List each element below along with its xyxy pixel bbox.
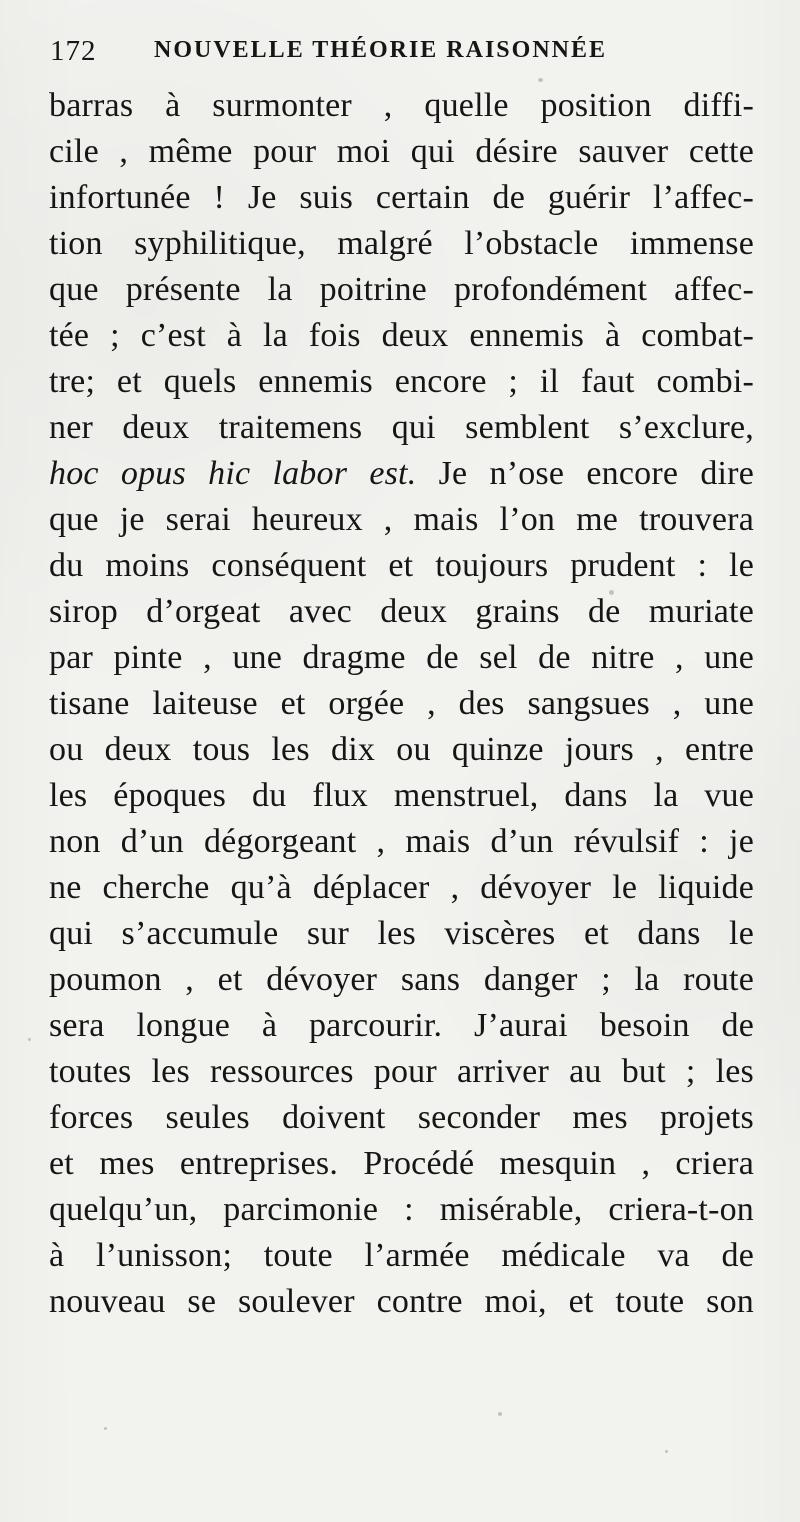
latin-phrase: hoc opus hic labor est. bbox=[49, 455, 417, 492]
paper-speck bbox=[498, 1412, 502, 1416]
text-line-20: poumon , et dévoyer sans danger ; la route bbox=[49, 961, 754, 998]
paper-speck bbox=[609, 590, 614, 595]
line-9-continuation: Je n’ose encore dire bbox=[416, 455, 754, 492]
text-line-25: quelqu’un, parcimonie : misérable, criera-t-on bbox=[49, 1191, 754, 1228]
text-line-7: tre; et quels ennemis encore ; il faut combi- bbox=[49, 363, 754, 400]
text-line-3: infortunée ! Je suis certain de guérir l’affec- bbox=[49, 179, 754, 216]
page-header bbox=[50, 35, 750, 77]
text-line-8: ner deux traitemens qui semblent s’exclure, bbox=[49, 409, 754, 446]
text-line-15: ou deux tous les dix ou quinze jours , entre bbox=[49, 731, 754, 768]
text-line-1: barras à surmonter , quelle position diffi- bbox=[49, 87, 754, 124]
text-line-21: sera longue à parcourir. J’aurai besoin de bbox=[49, 1007, 754, 1044]
text-line-10: que je serai heureux , mais l’on me trouvera bbox=[49, 501, 754, 538]
text-line-4: tion syphilitique, malgré l’obstacle immense bbox=[49, 225, 754, 262]
paper-speck bbox=[104, 1427, 107, 1430]
text-line-23: forces seules doivent seconder mes projets bbox=[49, 1099, 754, 1136]
paper-speck bbox=[28, 1038, 31, 1041]
text-line-9 bbox=[49, 452, 754, 496]
text-line-26: à l’unisson; toute l’armée médicale va de bbox=[49, 1237, 754, 1274]
paper-speck bbox=[665, 1450, 668, 1453]
text-line-5: que présente la poitrine profondément affec- bbox=[49, 271, 754, 308]
text-line-19: qui s’accumule sur les viscères et dans le bbox=[49, 915, 754, 952]
text-line-2: cile , même pour moi qui désire sauver cette bbox=[49, 133, 754, 170]
text-line-14: tisane laiteuse et orgée , des sangsues , une bbox=[49, 685, 754, 722]
text-line-12: sirop d’orgeat avec deux grains de muriate bbox=[49, 593, 754, 630]
text-line-24: et mes entreprises. Procédé mesquin , criera bbox=[49, 1145, 754, 1182]
page-number: 172 bbox=[50, 35, 97, 67]
text-line-16: les époques du flux menstruel, dans la vue bbox=[49, 777, 754, 814]
text-line-17: non d’un dégorgeant , mais d’un révulsif : je bbox=[49, 823, 754, 860]
text-line-13: par pinte , une dragme de sel de nitre , une bbox=[49, 639, 754, 676]
text-line-6: tée ; c’est à la fois deux ennemis à combat- bbox=[49, 317, 754, 354]
text-line-18: ne cherche qu’à déplacer , dévoyer le liquide bbox=[49, 869, 754, 906]
running-title: NOUVELLE THÉORIE RAISONNÉE bbox=[154, 37, 607, 63]
text-line-27: nouveau se soulever contre moi, et toute son bbox=[49, 1283, 754, 1320]
paper-speck bbox=[538, 78, 543, 82]
text-line-22: toutes les ressources pour arriver au but ; les bbox=[49, 1053, 754, 1090]
text-line-11: du moins conséquent et toujours prudent : le bbox=[49, 547, 754, 584]
